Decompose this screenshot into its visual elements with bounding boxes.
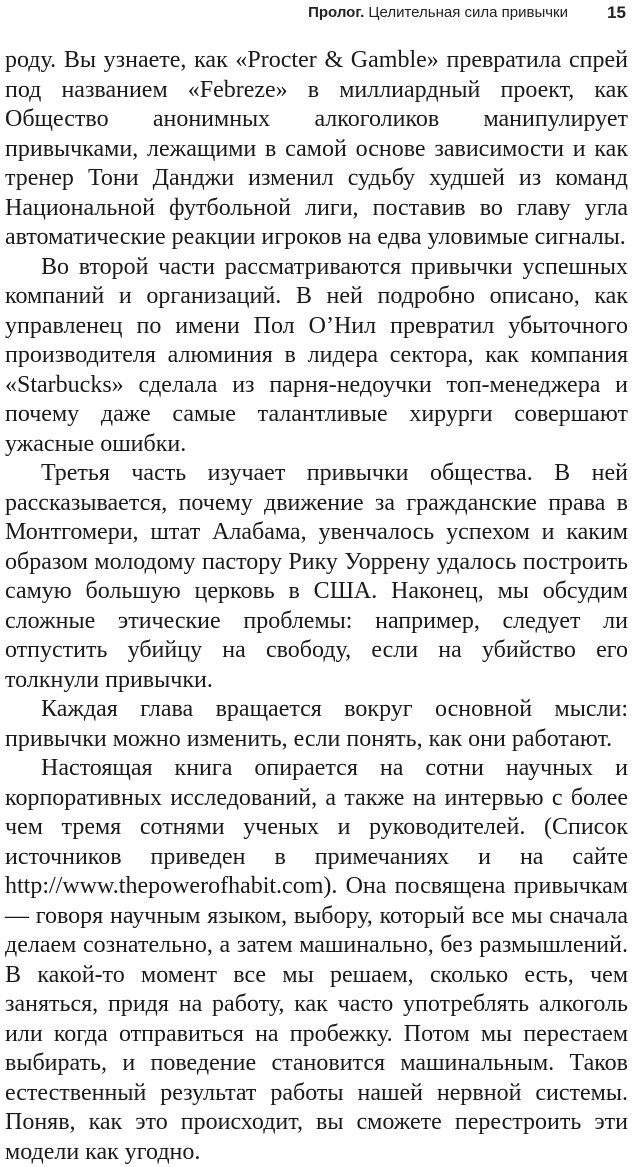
page-number: 15 <box>607 3 626 22</box>
paragraph-continued: роду. Вы узнаете, как «Procter & Gamble» превратила спрей под названием «Febreze» в миллиардный проект, как Общество анонимных алкоголиков манипулирует привычками, лежащими в самой основе зависимости и как тренер Тони Данджи изменил судьбу худшей из команд Национальной футбольной лиги, поставив во главу угла автоматические реакции игроков на едва уловимые сигналы. <box>5 47 628 250</box>
paragraph: Каждая глава вращается вокруг основной мысли: привычки можно изменить, если понять, как они работают. <box>5 696 628 752</box>
running-header <box>0 4 632 26</box>
body-text <box>5 46 628 1167</box>
chapter-title: Целительная сила привычки <box>368 4 568 21</box>
paragraph: Настоящая книга опирается на сотни научных и корпоративных исследований, а также на интервью с более чем тремя сотнями ученых и руководителей. (Список источников приведен в примечаниях и на сайте http://www.thepowerofhabit.com). Она посвящена привычкам — говоря научным языком, выбору, который все мы сначала делаем сознательно, а затем машинально, без размышлений. В какой-то момент все мы решаем, сколько есть, чем заняться, придя на работу, как часто употреблять алкоголь или когда отправиться на пробежку. Потом мы перестаем выбирать, и поведение становится машинальным. Таков естественный результат работы нашей нервной системы. Поняв, как это происходит, вы сможете перестроить эти модели как угодно. <box>5 755 628 1165</box>
chapter-heading <box>308 4 568 21</box>
chapter-label: Пролог. <box>308 4 365 21</box>
paragraph: Во второй части рассматриваются привычки успешных компаний и организаций. В ней подробно описано, как управленец по имени Пол О’Нил превратил убыточного производителя алюминия в лидера сектора, как компания «Starbucks» сделала из парня-недоучки топ-менеджера и почему даже самые талантливые хирурги совершают ужасные ошибки. <box>5 253 628 457</box>
paragraph: Третья часть изучает привычки общества. В ней рассказывается, почему движение за гражданские права в Монтгомери, штат Алабама, увенчалось успехом и каким образом молодому пастору Рику Уоррену удалось построить самую большую церковь в США. Наконец, мы обсудим сложные этические проблемы: например, следует ли отпустить убийцу на свободу, если на убийство его толкнули привычки. <box>5 460 628 693</box>
